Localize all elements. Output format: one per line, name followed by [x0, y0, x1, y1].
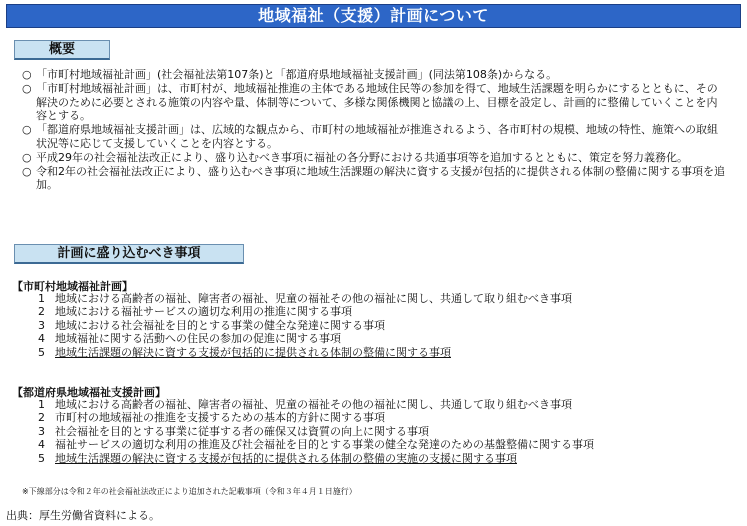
list-item — [38, 292, 728, 305]
list-item — [38, 332, 728, 345]
circle-bullet-icon: ○ — [22, 150, 32, 164]
item-number: 1 — [38, 292, 45, 305]
item-number: 2 — [38, 411, 45, 425]
overview-bullet — [22, 81, 726, 123]
prefectural-plan-item-list — [38, 398, 728, 465]
plan-items-header: 計画に盛り込むべき事項 — [14, 244, 244, 264]
item-text: 社会福祉を目的とする事業に従事する者の確保又は資質の向上に関する事項 — [55, 424, 429, 438]
list-item — [38, 305, 728, 318]
overview-bullet-text: 「市町村地域福祉計画」(社会福祉法第107条)と「都道府県地域福祉支援計画」(同法第108条)からなる。 — [36, 68, 558, 81]
circle-bullet-icon: ○ — [22, 123, 32, 137]
item-number: 4 — [38, 438, 45, 452]
circle-bullet-icon: ○ — [22, 81, 32, 95]
item-text: 地域における社会福祉を目的とする事業の健全な発達に関する事項 — [55, 318, 385, 332]
prefectural-plan-title: 【都道府県地域福祉支援計画】 — [12, 386, 166, 399]
overview-bullet-text: 「市町村地域福祉計画」は、市町村が、地域福祉推進の主体である地域住民等の参加を得て、地域生活課題を明らかにするとともに、その解決のために必要とされる施策の内容や量、体制等について、多様な関係機関と協議の上、目標を設定し、計画的に整備していくことを内容とする。 — [36, 81, 718, 123]
item-number: 4 — [38, 332, 45, 346]
overview-header: 概要 — [14, 40, 110, 60]
item-number: 2 — [38, 305, 45, 319]
municipal-plan-title: 【市町村地域福祉計画】 — [12, 280, 133, 293]
overview-bullet — [22, 164, 726, 193]
overview-bullet-list — [22, 68, 726, 192]
item-text: 地域における高齢者の福祉、障害者の福祉、児童の福祉その他の福祉に関し、共通して取り組むべき事項 — [55, 398, 572, 411]
list-item — [38, 452, 728, 465]
overview-bullet — [22, 150, 726, 165]
item-text: 地域における福祉サービスの適切な利用の推進に関する事項 — [55, 305, 352, 319]
municipal-plan-item-list — [38, 292, 728, 359]
list-item — [38, 319, 728, 332]
overview-bullet — [22, 68, 726, 82]
list-item — [38, 438, 728, 451]
circle-bullet-icon: ○ — [22, 164, 32, 178]
footnote: ※下線部分は令和２年の社会福祉法改正により追加された記載事項（令和３年４月１日施行） — [22, 487, 357, 496]
circle-bullet-icon: ○ — [22, 68, 32, 81]
item-number: 3 — [38, 424, 45, 438]
item-text-underlined: 地域生活課題の解決に資する支援が包括的に提供される体制の整備に関する事項 — [55, 345, 451, 359]
item-text: 地域における高齢者の福祉、障害者の福祉、児童の福祉その他の福祉に関し、共通して取り組むべき事項 — [55, 292, 572, 305]
item-text: 地域福祉に関する活動への住民の参加の促進に関する事項 — [55, 332, 341, 346]
list-item — [38, 398, 728, 411]
item-number: 1 — [38, 398, 45, 411]
overview-bullet — [22, 123, 726, 151]
item-text: 市町村の地域福祉の推進を支援するための基本的方針に関する事項 — [55, 411, 385, 425]
overview-bullet-text: 平成29年の社会福祉法改正により、盛り込むべき事項に福祉の各分野における共通事項等を追加するとともに、策定を努力義務化。 — [36, 150, 688, 164]
list-item — [38, 346, 728, 359]
list-item — [38, 425, 728, 438]
source-note: 出典：厚生労働省資料による。 — [6, 509, 160, 522]
item-number: 5 — [38, 451, 45, 465]
overview-bullet-text: 「都道府県地域福祉支援計画」は、広域的な観点から、市町村の地域福祉が推進されるよう、各市町村の規模、地域の特性、施策への取組状況等に応じて支援していくことを内容とする。 — [36, 123, 718, 150]
list-item — [38, 411, 728, 424]
item-number: 3 — [38, 318, 45, 332]
item-text-underlined: 地域生活課題の解決に資する支援が包括的に提供される体制の整備の実施の支援に関する事項 — [55, 451, 517, 465]
overview-bullet-text: 令和2年の社会福祉法改正により、盛り込むべき事項に地域生活課題の解決に資する支援が包括的に提供される体制の整備に関する事項を追加。 — [36, 164, 725, 192]
item-number: 5 — [38, 345, 45, 359]
page-title: 地域福祉（支援）計画について — [6, 4, 741, 28]
item-text: 福祉サービスの適切な利用の推進及び社会福祉を目的とする事業の健全な発達のための基盤整備に関する事項 — [55, 438, 594, 452]
